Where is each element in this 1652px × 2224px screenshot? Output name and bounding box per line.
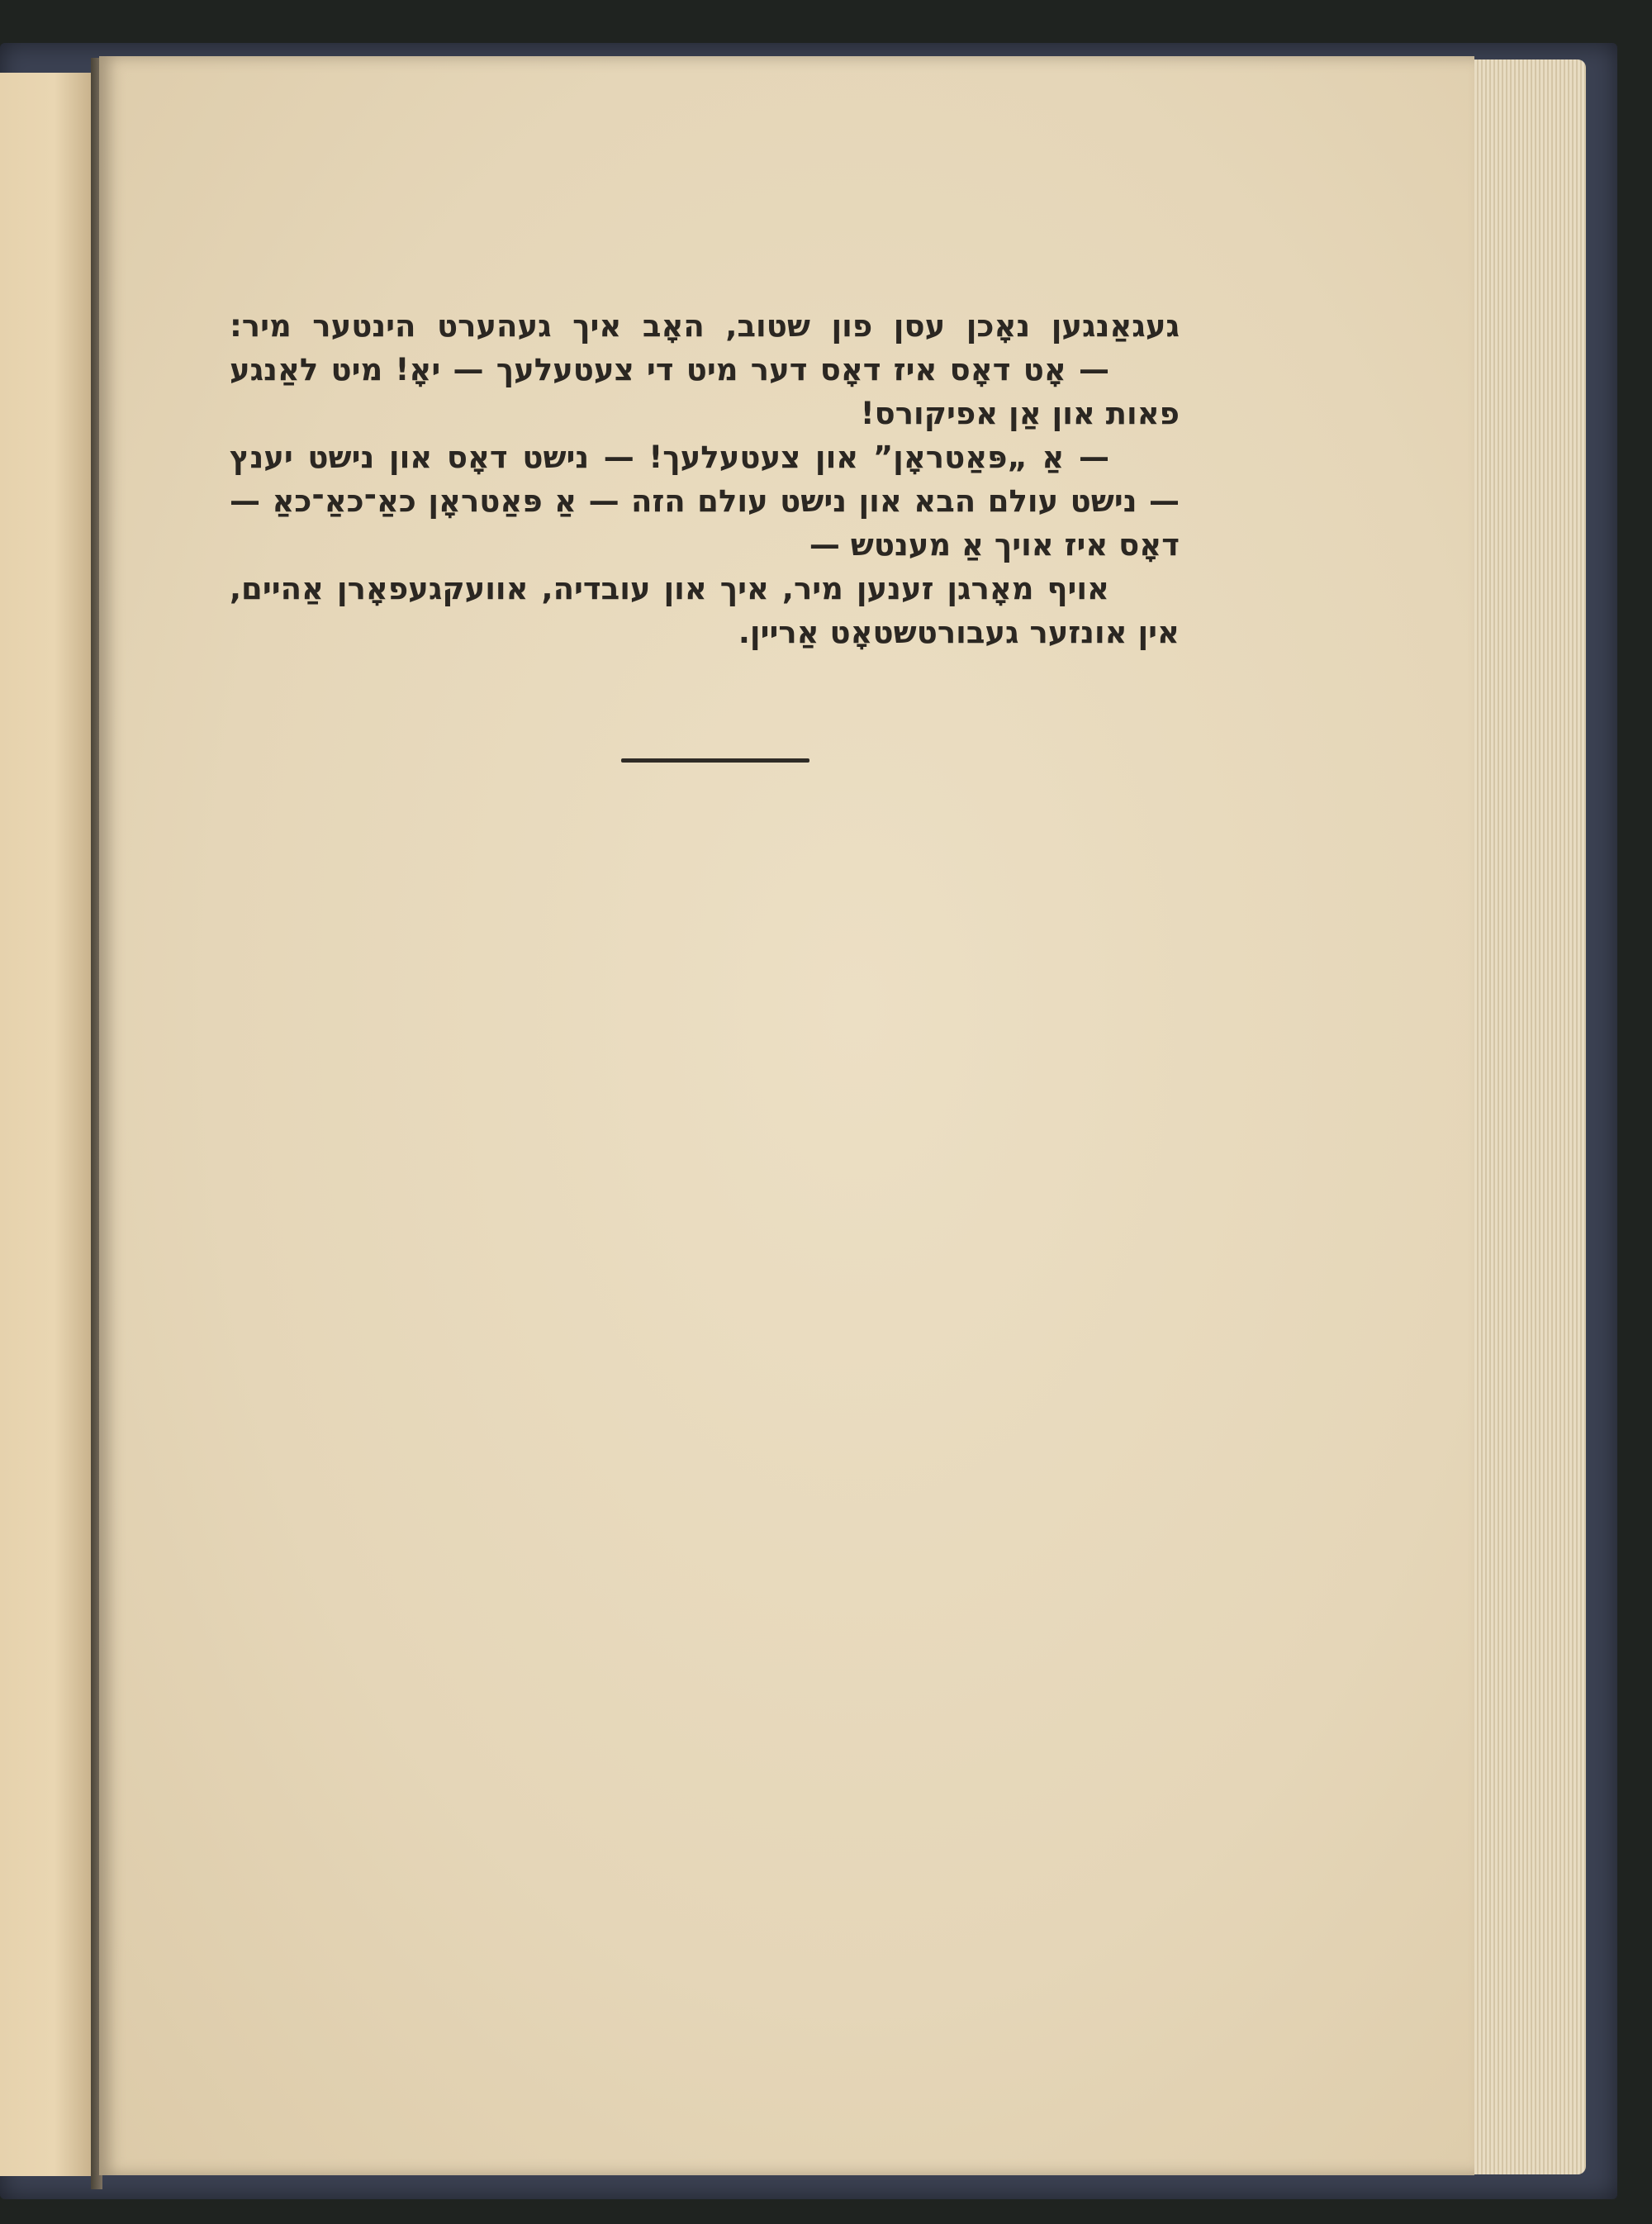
paragraph-1 — [230, 304, 1180, 348]
text-line: כאַ־כאַ־כאַ — דאָס איז אויך אַ מענטש — — [230, 483, 1180, 563]
paragraph-2 — [230, 348, 1180, 435]
paragraph-3 — [230, 435, 1180, 567]
text-line: — אָט דאָס איז דאָס דער מיט די צעטעלעך — יאָ! מיט — [330, 352, 1109, 387]
paragraph-4 — [230, 567, 1180, 654]
text-line: לאַנגע פאות און אַן אפיקורס! — [230, 352, 1180, 431]
left-page-edge — [0, 73, 93, 2176]
page-text — [230, 304, 1180, 654]
section-divider — [621, 758, 809, 763]
text-line: געגאַנגען נאָכן עסן פון שטוב, האָב איך געהערט הינטער מיר: — [230, 308, 1180, 344]
text-line: — אַ „פּאַטראָן” און צעטעלעך! — נישט דאָס און נישט — [307, 440, 1110, 475]
text-line: אַהיים, אין אונזער געבורטשטאָט אַריין. — [230, 571, 1180, 650]
text-line: אויף מאָרגן זענען מיר, איך און עובדיה, אוועקגעפאָרן — [336, 571, 1109, 606]
text-line: יענץ — נישט עולם הבא און נישט עולם הזה — אַ פּאַטראָן — [230, 440, 1180, 519]
